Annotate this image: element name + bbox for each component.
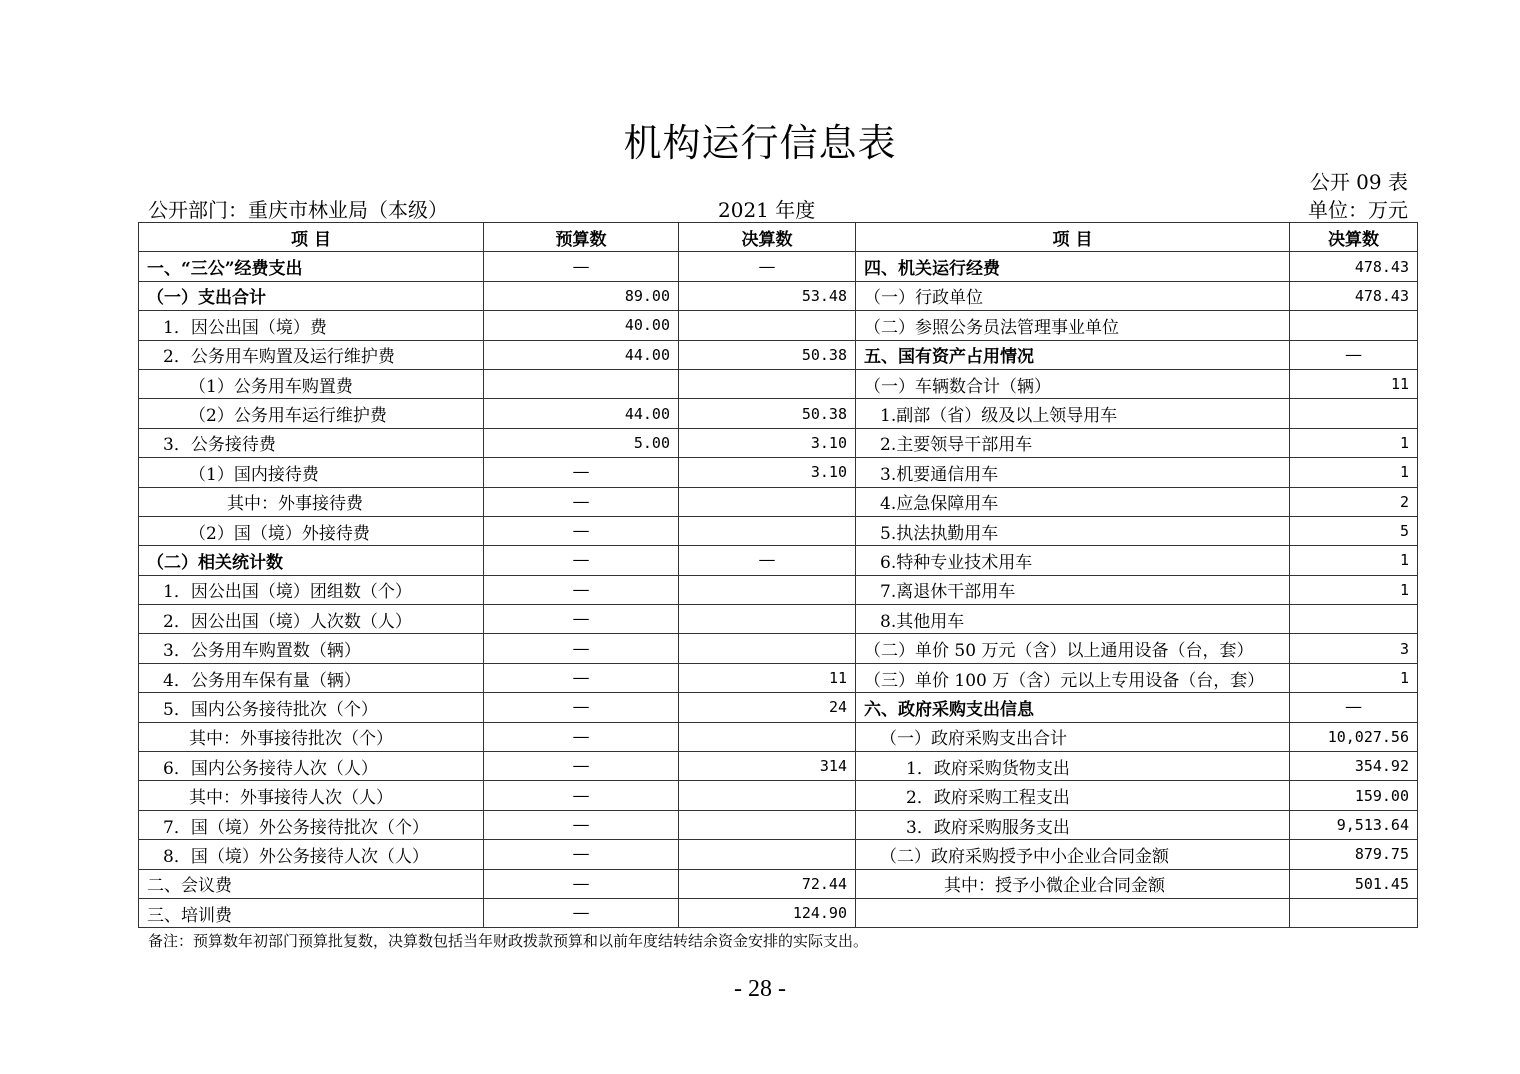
table-row [139, 546, 1418, 575]
operation-value-cell: 9,513.64 [1290, 810, 1418, 839]
budget-value-cell: 5.00 [484, 428, 679, 457]
table-row [139, 399, 1418, 428]
final-value-cell: 11 [679, 663, 856, 692]
expense-item-cell: 3．公务接待费 [139, 428, 484, 457]
budget-value-cell: — [484, 605, 679, 634]
table-row [139, 428, 1418, 457]
operation-item-cell: （二）参照公务员法管理事业单位 [856, 311, 1290, 340]
final-value-cell: 50.38 [679, 399, 856, 428]
budget-value-cell: — [484, 722, 679, 751]
expense-item-cell: 6．国内公务接待人次（人） [139, 752, 484, 781]
operation-value-cell [1290, 311, 1418, 340]
year-label: 2021 年度 [718, 198, 816, 222]
operation-item-cell: 8.其他用车 [856, 605, 1290, 634]
operation-value-cell: 159.00 [1290, 781, 1418, 810]
operation-info-table [138, 222, 1418, 928]
operation-item-cell: （一）政府采购支出合计 [856, 722, 1290, 751]
expense-item-cell: 2．因公出国（境）人次数（人） [139, 605, 484, 634]
operation-item-cell: （二）单价 50 万元（含）以上通用设备（台，套） [856, 634, 1290, 663]
operation-value-cell: 478.43 [1290, 252, 1418, 281]
operation-value-cell: — [1290, 340, 1418, 369]
footnote: 备注：预算数年初部门预算批复数，决算数包括当年财政拨款预算和以前年度结转结余资金安排的实际支出。 [148, 932, 869, 950]
table-row [139, 458, 1418, 487]
budget-value-cell: — [484, 810, 679, 839]
table-row [139, 752, 1418, 781]
expense-item-cell: 其中：外事接待人次（人） [139, 781, 484, 810]
expense-item-cell: 其中：外事接待批次（个） [139, 722, 484, 751]
table-meta [148, 194, 1408, 222]
budget-value-cell: — [484, 458, 679, 487]
budget-value-cell: — [484, 781, 679, 810]
final-value-cell [679, 722, 856, 751]
final-value-cell [679, 810, 856, 839]
department-label: 公开部门：重庆市林业局（本级） [148, 198, 448, 222]
budget-value-cell: — [484, 546, 679, 575]
final-value-cell: 124.90 [679, 898, 856, 927]
expense-item-cell: 2．公务用车购置及运行维护费 [139, 340, 484, 369]
operation-value-cell: 1 [1290, 663, 1418, 692]
operation-value-cell: 1 [1290, 546, 1418, 575]
budget-value-cell [484, 369, 679, 398]
operation-item-cell: 5.执法执勤用车 [856, 516, 1290, 545]
table-header-row [139, 223, 1418, 252]
final-value-cell [679, 605, 856, 634]
final-value-cell: 53.48 [679, 281, 856, 310]
operation-value-cell: 11 [1290, 369, 1418, 398]
expense-item-cell: 其中：外事接待费 [139, 487, 484, 516]
budget-value-cell: — [484, 575, 679, 604]
table-row [139, 869, 1418, 898]
budget-value-cell: 44.00 [484, 340, 679, 369]
final-value-cell: 3.10 [679, 458, 856, 487]
table-row [139, 663, 1418, 692]
header-final-left: 决算数 [679, 223, 856, 252]
operation-item-cell: 1.副部（省）级及以上领导用车 [856, 399, 1290, 428]
table-row [139, 281, 1418, 310]
budget-value-cell: 44.00 [484, 399, 679, 428]
operation-value-cell: 3 [1290, 634, 1418, 663]
operation-value-cell [1290, 399, 1418, 428]
final-value-cell [679, 487, 856, 516]
budget-value-cell: — [484, 898, 679, 927]
operation-item-cell: 4.应急保障用车 [856, 487, 1290, 516]
expense-item-cell: 8．国（境）外公务接待人次（人） [139, 840, 484, 869]
operation-value-cell [1290, 898, 1418, 927]
table-row [139, 340, 1418, 369]
header-final-right: 决算数 [1290, 223, 1418, 252]
expense-item-cell: 5．国内公务接待批次（个） [139, 693, 484, 722]
expense-item-cell: 4．公务用车保有量（辆） [139, 663, 484, 692]
final-value-cell: 24 [679, 693, 856, 722]
table-row [139, 369, 1418, 398]
form-number: 公开 09 表 [1309, 170, 1408, 194]
expense-item-cell: 7．国（境）外公务接待批次（个） [139, 810, 484, 839]
table-row [139, 575, 1418, 604]
operation-item-cell: 6.特种专业技术用车 [856, 546, 1290, 575]
budget-value-cell: — [484, 752, 679, 781]
final-value-cell: 3.10 [679, 428, 856, 457]
expense-item-cell: 1．因公出国（境）费 [139, 311, 484, 340]
table-row [139, 781, 1418, 810]
budget-value-cell: — [484, 869, 679, 898]
expense-item-cell: （2）公务用车运行维护费 [139, 399, 484, 428]
table-row [139, 634, 1418, 663]
final-value-cell: 50.38 [679, 340, 856, 369]
table-row [139, 487, 1418, 516]
final-value-cell [679, 575, 856, 604]
final-value-cell [679, 840, 856, 869]
budget-value-cell: — [484, 840, 679, 869]
expense-item-cell: 一、“三公”经费支出 [139, 252, 484, 281]
header-budget: 预算数 [484, 223, 679, 252]
header-item-left: 项 目 [139, 223, 484, 252]
operation-item-cell: 六、政府采购支出信息 [856, 693, 1290, 722]
final-value-cell: — [679, 252, 856, 281]
budget-value-cell: — [484, 693, 679, 722]
operation-item-cell: 2．政府采购工程支出 [856, 781, 1290, 810]
operation-value-cell: — [1290, 693, 1418, 722]
budget-value-cell: — [484, 634, 679, 663]
operation-value-cell: 501.45 [1290, 869, 1418, 898]
final-value-cell [679, 311, 856, 340]
operation-value-cell: 1 [1290, 575, 1418, 604]
operation-item-cell [856, 898, 1290, 927]
budget-value-cell: 89.00 [484, 281, 679, 310]
operation-value-cell: 10,027.56 [1290, 722, 1418, 751]
final-value-cell [679, 369, 856, 398]
table-row [139, 605, 1418, 634]
operation-value-cell [1290, 605, 1418, 634]
operation-item-cell: 五、国有资产占用情况 [856, 340, 1290, 369]
table-row [139, 516, 1418, 545]
expense-item-cell: （1）国内接待费 [139, 458, 484, 487]
table-row [139, 840, 1418, 869]
operation-item-cell: 其中：授予小微企业合同金额 [856, 869, 1290, 898]
final-value-cell: 314 [679, 752, 856, 781]
operation-value-cell: 354.92 [1290, 752, 1418, 781]
header-item-right: 项 目 [856, 223, 1290, 252]
final-value-cell: 72.44 [679, 869, 856, 898]
budget-value-cell: — [484, 252, 679, 281]
operation-item-cell: 7.离退休干部用车 [856, 575, 1290, 604]
operation-value-cell: 1 [1290, 458, 1418, 487]
table-title: 机构运行信息表 [623, 121, 897, 165]
operation-value-cell: 1 [1290, 428, 1418, 457]
operation-item-cell: （一）行政单位 [856, 281, 1290, 310]
expense-item-cell: 1．因公出国（境）团组数（个） [139, 575, 484, 604]
expense-item-cell: （二）相关统计数 [139, 546, 484, 575]
operation-item-cell: 3．政府采购服务支出 [856, 810, 1290, 839]
page-number: - 28 - [734, 976, 786, 1002]
budget-value-cell: 40.00 [484, 311, 679, 340]
final-value-cell [679, 516, 856, 545]
expense-item-cell: （2）国（境）外接待费 [139, 516, 484, 545]
operation-item-cell: 2.主要领导干部用车 [856, 428, 1290, 457]
final-value-cell: — [679, 546, 856, 575]
table-row [139, 252, 1418, 281]
operation-item-cell: 1．政府采购货物支出 [856, 752, 1290, 781]
operation-value-cell: 5 [1290, 516, 1418, 545]
final-value-cell [679, 781, 856, 810]
unit-label: 单位：万元 [1308, 198, 1408, 222]
table-row [139, 722, 1418, 751]
table-row [139, 898, 1418, 927]
budget-value-cell: — [484, 516, 679, 545]
expense-item-cell: 二、会议费 [139, 869, 484, 898]
expense-item-cell: 3．公务用车购置数（辆） [139, 634, 484, 663]
budget-value-cell: — [484, 487, 679, 516]
budget-value-cell: — [484, 663, 679, 692]
expense-item-cell: （一）支出合计 [139, 281, 484, 310]
table-row [139, 693, 1418, 722]
operation-value-cell: 478.43 [1290, 281, 1418, 310]
operation-item-cell: （二）政府采购授予中小企业合同金额 [856, 840, 1290, 869]
operation-value-cell: 879.75 [1290, 840, 1418, 869]
operation-item-cell: 3.机要通信用车 [856, 458, 1290, 487]
table-row [139, 311, 1418, 340]
operation-item-cell: （三）单价 100 万（含）元以上专用设备（台，套） [856, 663, 1290, 692]
table-row [139, 810, 1418, 839]
expense-item-cell: （1）公务用车购置费 [139, 369, 484, 398]
operation-value-cell: 2 [1290, 487, 1418, 516]
expense-item-cell: 三、培训费 [139, 898, 484, 927]
operation-item-cell: 四、机关运行经费 [856, 252, 1290, 281]
final-value-cell [679, 634, 856, 663]
operation-item-cell: （一）车辆数合计（辆） [856, 369, 1290, 398]
